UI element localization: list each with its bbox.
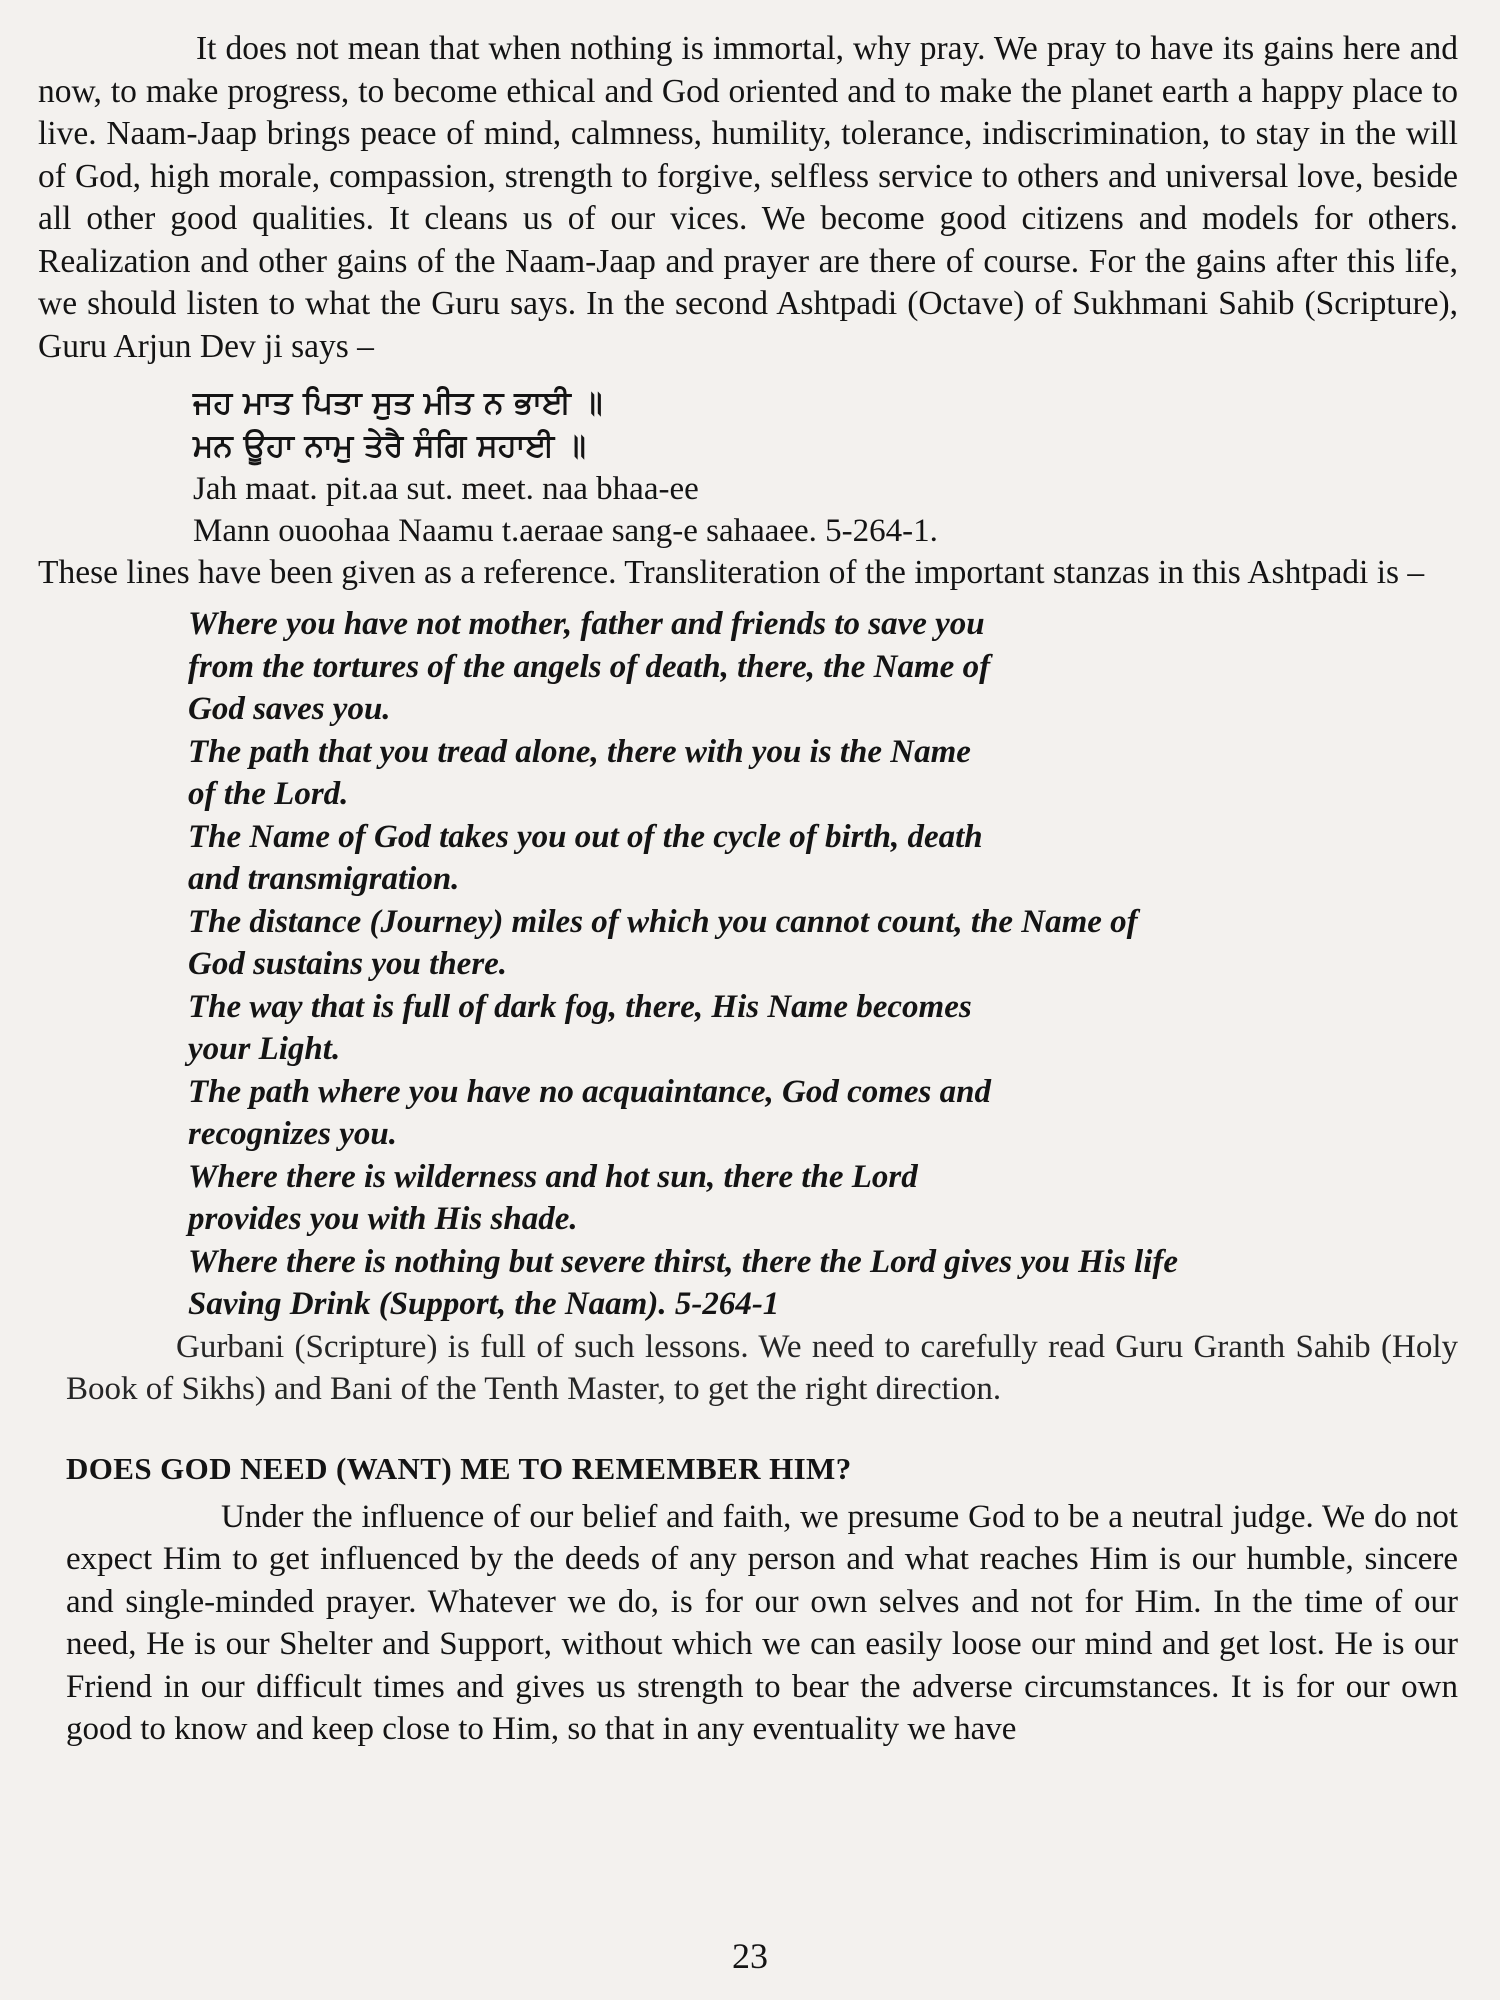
verse-line: your Light. xyxy=(188,1031,341,1067)
reference-paragraph: These lines have been given as a reference. Transliteration of the important stanzas in this Ashtpadi is – xyxy=(38,554,1425,591)
verse-line: provides you with His shade. xyxy=(188,1201,578,1237)
verse-line: The path that you tread alone, there with you is the Name xyxy=(188,733,971,770)
verse-line: Where you have not mother, father and friends to save you xyxy=(188,606,985,642)
transliteration-line: Mann ouoohaa Naamu t.aeraae sang-e sahaaee. 5-264-1. xyxy=(193,513,938,549)
verse-line: The Name of God takes you out of the cycle of birth, death xyxy=(188,818,983,855)
verse-line: and transmigration. xyxy=(188,861,460,897)
verse-line: Saving Drink (Support, the Naam). 5-264-1 xyxy=(188,1286,780,1322)
verse-line: from the tortures of the angels of death, there, the Name of xyxy=(188,648,991,685)
transliteration-line: Jah maat. pit.aa sut. meet. naa bhaa-ee xyxy=(193,471,699,507)
verse-line: Where there is wilderness and hot sun, there the Lord xyxy=(188,1158,918,1195)
verse-line: of the Lord. xyxy=(188,776,349,812)
verse-line: The path where you have no acquaintance, God comes and xyxy=(188,1073,992,1110)
verse-line: The distance (Journey) miles of which you cannot count, the Name of xyxy=(188,903,1138,940)
translated-stanzas xyxy=(188,603,1458,1326)
verse-line: Where there is nothing but severe thirst, there the Lord gives you His life xyxy=(188,1243,1179,1280)
verse-line: The way that is full of dark fog, there, His Name becomes xyxy=(188,988,972,1025)
gurmukhi-line: ਜਹ ਮਾਤ ਪਿਤਾ ਸੁਤ ਮੀਤ ਨ ਭਾਈ ॥ xyxy=(193,385,603,421)
gurmukhi-line: ਮਨ ਊਹਾ ਨਾਮੁ ਤੇਰੈ ਸੰਗਿ ਸਹਾਈ ॥ xyxy=(193,428,586,464)
gurbani-paragraph: Gurbani (Scripture) is full of such lessons. We need to carefully read Guru Granth Sahib (Holy Book of Sikhs) and Bani of the Tenth Master, to get the right direction. xyxy=(66,1328,1458,1407)
gurmukhi-verse xyxy=(193,382,1458,468)
page-number: 23 xyxy=(732,1936,768,1976)
section-paragraph: Under the influence of our belief and faith, we presume God to be a neutral judge. We do not expect Him to get influenced by the deeds of any person and what reaches Him is our humble, sincere and single-minded prayer. Whatever we do, is for our own selves and not for Him. In the time of our need, He is our Shelter and Support, without which we can easily loose our mind and get lost. He is our Friend in our difficult times and gives us strength to bear the adverse circumstances. It is for our own good to know and keep close to Him, so that in any eventuality we have xyxy=(66,1498,1458,1747)
verse-line: God saves you. xyxy=(188,691,391,727)
verse-line: recognizes you. xyxy=(188,1116,397,1152)
transliteration xyxy=(193,468,1458,552)
verse-line: God sustains you there. xyxy=(188,946,508,982)
intro-paragraph: It does not mean that when nothing is immortal, why pray. We pray to have its gains here and now, to make progress, to become ethical and God oriented and to make the planet earth a happy place to live. Naam-Jaap brings peace of mind, calmness, humility, tolerance, indiscrimination, to stay in the will of God, high morale, compassion, strength to forgive, selfless service to others and universal love, beside all other good qualities. It cleans us of our vices. We become good citizens and models for others. Realization and other gains of the Naam-Jaap and prayer are there of course. For the gains after this life, we should listen to what the Guru says. In the second Ashtpadi (Octave) of Sukhmani Sahib (Scripture), Guru Arjun Dev ji says – xyxy=(38,30,1458,365)
section-heading: DOES GOD NEED (WANT) ME TO REMEMBER HIM? xyxy=(66,1450,852,1486)
